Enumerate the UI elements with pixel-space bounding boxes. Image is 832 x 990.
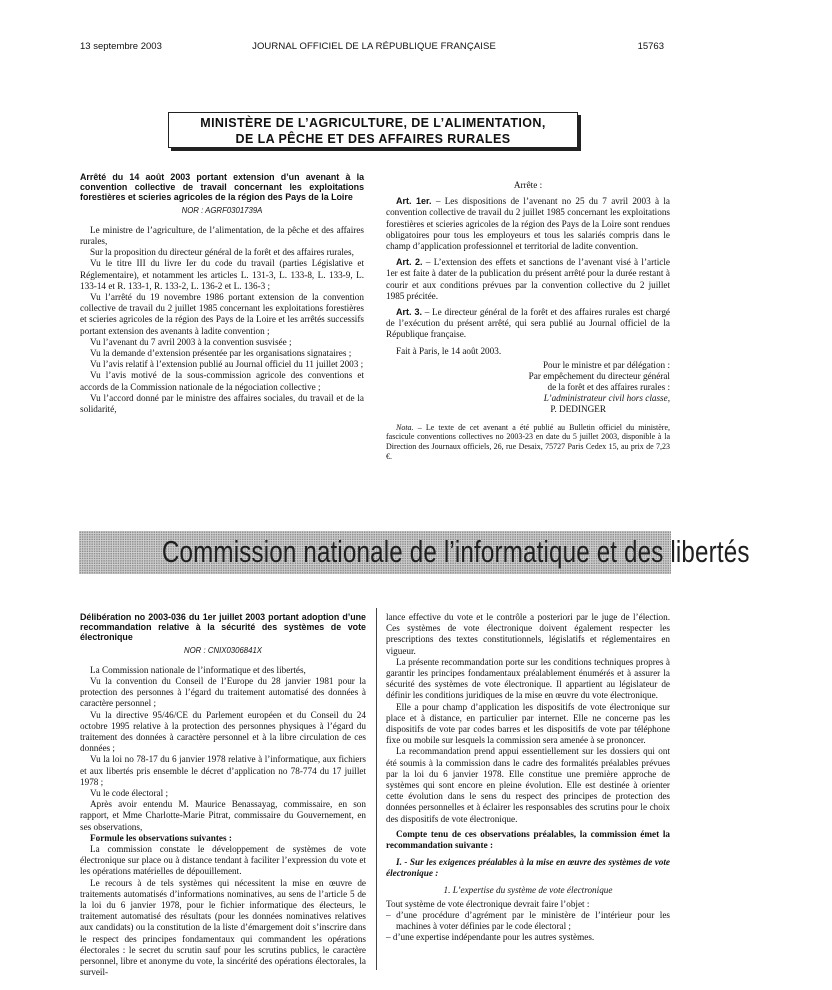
signature-line-4: L’administrateur civil hors classe, xyxy=(543,392,670,403)
deliberation-paragraph: Vu la directive 95/46/CE du Parlement européen et du Conseil du 24 octobre 1995 relative à la protection des personnes physiques à l’égard du traitement des données à caractère personnel et à la libre circulation de ces données ; xyxy=(80,709,366,754)
deliberation-paragraph: Vu le code électoral ; xyxy=(90,788,169,799)
arrete-paragraph: Vu la demande d’extension présentée par les organisations signataires ; xyxy=(90,348,352,359)
arrete-paragraph: Sur la proposition du directeur général de la forêt et des affaires rurales, xyxy=(90,247,354,258)
header-page-number: 15763 xyxy=(637,41,664,52)
article-1-text: – Les dispositions de l’avenant no 25 du 7 avril 2003 à la convention collective de travail du 2 juillet 1985 concernant les exploitations forestières et scieries agricoles de la région des Pays de la Loire sont rendues obligatoires pour tous les employeurs et tous les salariés compris dans le champ d’application professionnel et territorial de ladite convention. xyxy=(386,196,670,252)
article-2 xyxy=(386,257,670,302)
arrete-word: Arrête : xyxy=(513,180,543,190)
arrete-nor-value: AGRF0301739A xyxy=(205,205,263,215)
arrete-paragraph: Le ministre de l’agriculture, de l’alimentation, de la pêche et des affaires rurales, xyxy=(80,224,364,247)
arrete-left-column xyxy=(80,172,364,415)
header-journal-title: JOURNAL OFFICIEL DE LA RÉPUBLIQUE FRANÇAISE xyxy=(252,41,496,52)
signature-block xyxy=(386,360,670,415)
deliberation-paragraph: Elle a pour champ d’application les dispositifs de vote électronique sur place et à distance, en particulier par internet. Elle ne concerne pas les dispositifs de vote par codes barres et les dispositifs de vote par téléphone fixe ou mobile sur lesquels la commission sera amenée à se prononcer. xyxy=(386,701,670,746)
cnil-section-banner xyxy=(79,531,750,574)
ministry-title-line-1: MINISTÈRE DE L’AGRICULTURE, DE L’ALIMENTATION, xyxy=(200,116,546,130)
deliberation-paragraph: Vu la convention du Conseil de l’Europe du 28 janvier 1981 pour la protection des personnes à l’égard du traitement automatisé des données à caractère personnel ; xyxy=(80,676,366,709)
article-1 xyxy=(386,196,670,252)
signature-line-2: Par empêchement du directeur général xyxy=(528,370,670,381)
deliberation-paragraph: Vu la loi no 78-17 du 6 janvier 1978 relative à l’informatique, aux fichiers et aux libertés pris ensemble le décret d’application no 78-774 du 17 juillet 1978 ; xyxy=(80,754,366,787)
article-3 xyxy=(386,307,670,341)
header-date: 13 septembre 2003 xyxy=(80,41,162,52)
list-item: – d’une procédure d’agrément par le ministère de l’intérieur pour les machines à voter définies par le code électoral ; xyxy=(386,910,670,932)
deliberation-nor-value: CNIX0306841X xyxy=(207,645,263,655)
deliberation-left-column xyxy=(80,612,366,979)
deliberation-right-column xyxy=(386,612,670,944)
arrete-nor xyxy=(80,205,364,216)
deliberation-paragraph: La Commission nationale de l’informatique et des libertés, xyxy=(90,664,306,675)
arrete-right-column xyxy=(386,180,670,461)
arrete-paragraph: Vu le titre III du livre Ier du code du travail (parties Législative et Réglementaire), et notamment les articles L. 131-3, L. 133-8, L. 133-9, L. 133-14 et R. 133-1, R. 133-2, L. 136-2 et L. 136-3 ; xyxy=(80,258,364,291)
compte-tenu-heading: Compte tenu de ces observations préalables, la commission émet la recommandation suivante : xyxy=(386,828,670,851)
deliberation-paragraph: Après avoir entendu M. Maurice Benassayag, commissaire, en son rapport, et Mme Charlotte-Marie Pitrat, commissaire du Gouvernement, en ses observations, xyxy=(80,799,366,832)
nota-label: Nota. xyxy=(396,422,414,432)
arrete-title: Arrêté du 14 août 2003 portant extension d’un avenant à la convention collective de travail concernant les exploitations forestières et scieries agricoles de la région des Pays de la Loire xyxy=(80,172,364,203)
fait-a-paris: Fait à Paris, le 14 août 2003. xyxy=(396,345,502,356)
ministry-title-box xyxy=(168,112,578,148)
formule-heading: Formule les observations suivantes : xyxy=(90,832,232,843)
deliberation-paragraph: Le recours à de tels systèmes qui nécessitent la mise en œuvre de traitements automatisés d’informations nominatives, au sens de l’article 5 de la loi du 6 janvier 1978, pour le fichier informatique des électeurs, le traitement automatisé des résultats (pour les données nominatives relatives aux candidats) ou la constitution de la liste d’émargement doit s’inscrire dans le respect des principes fondamentaux qui commandent les opérations électorales : le secret du scrutin sauf pour les scrutins publics, le caractère personnel, libre et anonyme du vote, la sincérité des opérations électorales, la surveil- xyxy=(80,877,366,978)
section-i-heading: I. - Sur les exigences préalables à la mise en œuvre des systèmes de vote électronique : xyxy=(386,857,670,879)
deliberation-nor-label: NOR : xyxy=(183,645,206,655)
cnil-banner-title: Commission nationale de l’informatique et des libertés xyxy=(161,534,750,569)
arrete-paragraph: Vu l’accord donné par le ministre des affaires sociales, du travail et de la solidarité, xyxy=(80,392,364,415)
article-3-label: Art. 3. xyxy=(396,307,422,318)
article-3-text: – Le directeur général de la forêt et des affaires rurales est chargé de l’exécution du présent arrêté, qui sera publié au Journal officiel de la République française. xyxy=(386,307,670,340)
deliberation-paragraph: lance effective du vote et le contrôle a posteriori par le juge de l’élection. Ces systèmes de vote électronique doivent également respecter les prescriptions des textes constitutionnels, législatifs et réglementaires en vigueur. xyxy=(386,612,670,656)
deliberation-paragraph: La présente recommandation porte sur les conditions techniques propres à garantir les principes fondamentaux préalablement énumérés et à assurer la sécurité des systèmes de vote électronique. Il appartient au législateur de définir les conditions juridiques de la mise en œuvre du vote électronique. xyxy=(386,656,670,701)
signature-line-1: Pour le ministre et par délégation : xyxy=(542,359,670,370)
subsection-1-heading: 1. L’expertise du système de vote électronique xyxy=(443,884,613,895)
list-item: – d’une expertise indépendante pour les autres systèmes. xyxy=(386,932,595,943)
column-divider xyxy=(376,608,377,970)
arrete-paragraph: Vu l’arrêté du 19 novembre 1986 portant extension de la convention collective de travail du 2 juillet 1985 concernant les exploitations forestières et scieries agricoles de la région des Pays de la Loire et les arrêtés successifs portant extension des avenants à ladite convention ; xyxy=(80,292,364,336)
arrete-paragraph: Vu l’avis motivé de la sous-commission agricole des conventions et accords de la Commission nationale de la négociation collective ; xyxy=(80,370,364,392)
arrete-paragraph: Vu l’avis relatif à l’extension publié au Journal officiel du 11 juillet 2003 ; xyxy=(90,359,364,370)
nota-text: – Le texte de cet avenant a été publié au Bulletin officiel du ministère, fascicule conventions collectives no 2003-23 en date du 5 juillet 2003, disponible à la Direction des Journaux officiels, 26, rue Desaix, 75727 Paris Cedex 15, au prix de 7,23 €. xyxy=(386,422,671,461)
nota xyxy=(386,423,670,461)
deliberation-title: Délibération no 2003-036 du 1er juillet 2003 portant adoption d’une recommandation relative à la sécurité des systèmes de vote électronique xyxy=(80,612,366,643)
deliberation-paragraph: La commission constate le développement de systèmes de vote électronique sur place ou à distance tendant à faciliter l’expression du vote et les opérations matérielles de dépouillement. xyxy=(80,844,366,877)
deliberation-nor xyxy=(80,645,366,656)
deliberation-paragraph: La recommandation prend appui essentiellement sur les dossiers qui ont été soumis à la commission dans le cadre des formalités préalables prévues par la loi du 6 janvier 1978. Elle constitue une première approche de systèmes qui sont encore en pleine évolution. Elle est destinée à orienter cette évolution dans le sens du respect des principes de protection des données personnelles et à éclairer les responsables des scrutins pour le choix des dispositifs de vote électronique. xyxy=(386,746,670,824)
ministry-title-line-2: DE LA PÊCHE ET DES AFFAIRES RURALES xyxy=(235,132,511,146)
arrete-nor-label: NOR : xyxy=(181,205,204,215)
arrete-paragraph: Vu l’avenant du 7 avril 2003 à la convention susvisée ; xyxy=(90,336,292,347)
article-1-label: Art. 1er. xyxy=(396,196,432,207)
article-2-text: – L’extension des effets et sanctions de l’avenant visé à l’article 1er est faite à dater de la publication du présent arrêté pour la durée restant à courir et aux conditions prévues par la convention collective du 2 juillet 1985 précitée. xyxy=(386,257,670,301)
tout-systeme: Tout système de vote électronique devrait faire l’objet : xyxy=(386,898,590,909)
signature-name: P. DEDINGER xyxy=(550,403,606,414)
requirements-list xyxy=(386,910,670,944)
signature-line-3: de la forêt et des affaires rurales : xyxy=(547,381,670,392)
article-2-label: Art. 2. xyxy=(396,257,423,268)
